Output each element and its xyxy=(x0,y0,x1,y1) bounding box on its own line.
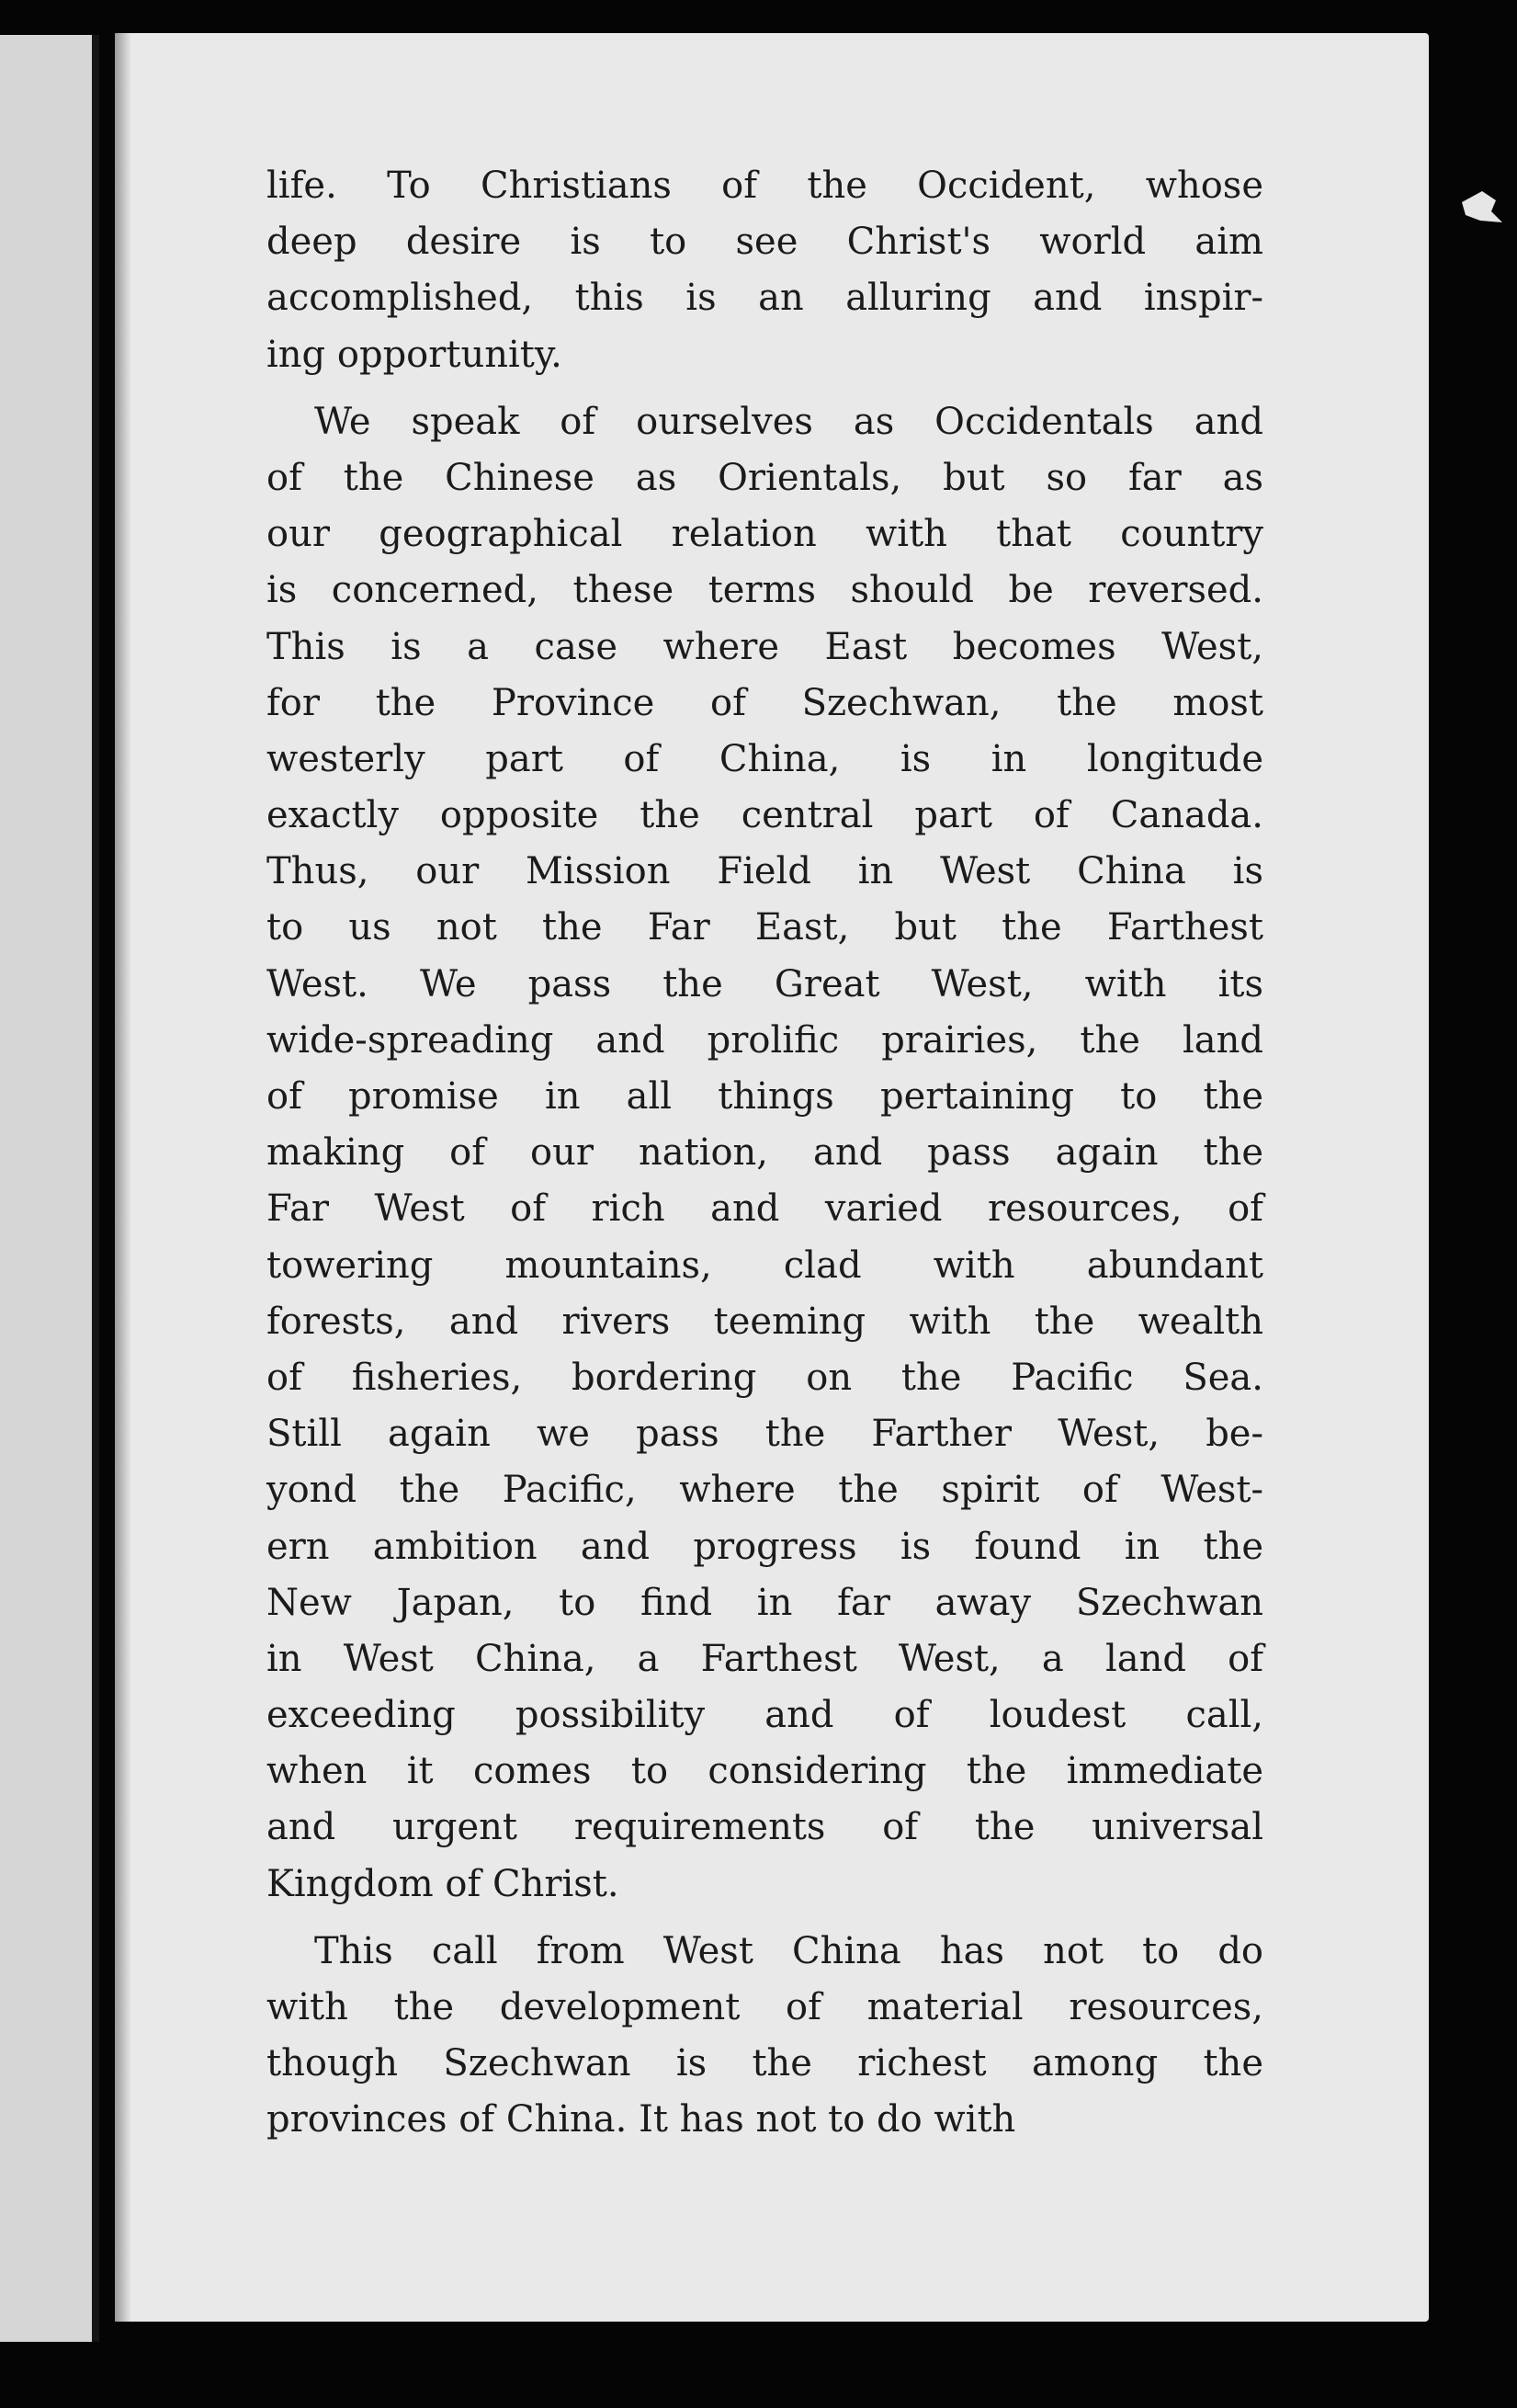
binding-shadow xyxy=(115,33,131,2322)
text-line: This is a case where East becomes West, xyxy=(266,625,1263,668)
text-line: yond the Pacific, where the spirit of West- xyxy=(266,1469,1263,1512)
text-line: in West China, a Farthest West, a land of xyxy=(266,1637,1263,1680)
paragraph xyxy=(266,158,1263,383)
text-line: is concerned, these terms should be reversed. xyxy=(266,569,1263,612)
text-line: ing opportunity. xyxy=(266,333,562,376)
text-line: We speak of ourselves as Occidentals and xyxy=(314,400,1263,443)
text-line: provinces of China. It has not to do with xyxy=(266,2098,1016,2141)
text-line: wide-spreading and prolific prairies, the land xyxy=(266,1018,1263,1062)
text-line: exactly opposite the central part of Canada. xyxy=(266,794,1263,837)
text-line: Still again we pass the Farther West, be- xyxy=(266,1413,1263,1456)
text-line: of promise in all things pertaining to the xyxy=(266,1075,1263,1118)
body-text xyxy=(266,158,1263,2160)
text-line: though Szechwan is the richest among the xyxy=(266,2042,1263,2085)
text-line: Thus, our Mission Field in West China is xyxy=(266,850,1263,893)
text-line: accomplished, this is an alluring and inspir- xyxy=(266,277,1263,320)
scan-speck-mark xyxy=(1455,184,1510,239)
paragraph xyxy=(266,394,1263,1913)
text-line: Kingdom of Christ. xyxy=(266,1862,619,1905)
text-line: for the Province of Szechwan, the most xyxy=(266,681,1263,724)
text-line: deep desire is to see Christ's world aim xyxy=(266,221,1263,264)
text-line: our geographical relation with that country xyxy=(266,513,1263,556)
text-line: New Japan, to find in far away Szechwan xyxy=(266,1581,1263,1624)
text-line: This call from West China has not to do xyxy=(314,1929,1263,1972)
text-line: with the development of material resources, xyxy=(266,1986,1263,2028)
text-line: Far West of rich and varied resources, of xyxy=(266,1187,1263,1231)
text-line: exceeding possibility and of loudest call, xyxy=(266,1694,1263,1737)
text-line: West. We pass the Great West, with its xyxy=(266,962,1263,1005)
facing-page-edge xyxy=(0,35,99,2342)
text-line: to us not the Far East, but the Farthest xyxy=(266,906,1263,949)
text-line: of the Chinese as Orientals, but so far as xyxy=(266,456,1263,499)
text-line: and urgent requirements of the universal xyxy=(266,1806,1263,1849)
text-line: ern ambition and progress is found in the xyxy=(266,1525,1263,1568)
text-line: of fisheries, bordering on the Pacific Sea. xyxy=(266,1356,1263,1399)
text-line: making of our nation, and pass again the xyxy=(266,1131,1263,1175)
text-line: towering mountains, clad with abundant xyxy=(266,1244,1263,1287)
text-line: life. To Christians of the Occident, whose xyxy=(266,165,1263,207)
text-line: westerly part of China, is in longitude xyxy=(266,737,1263,780)
text-line: forests, and rivers teeming with the wealth xyxy=(266,1300,1263,1343)
text-line: when it comes to considering the immediate xyxy=(266,1750,1263,1793)
paragraph xyxy=(266,1924,1263,2149)
